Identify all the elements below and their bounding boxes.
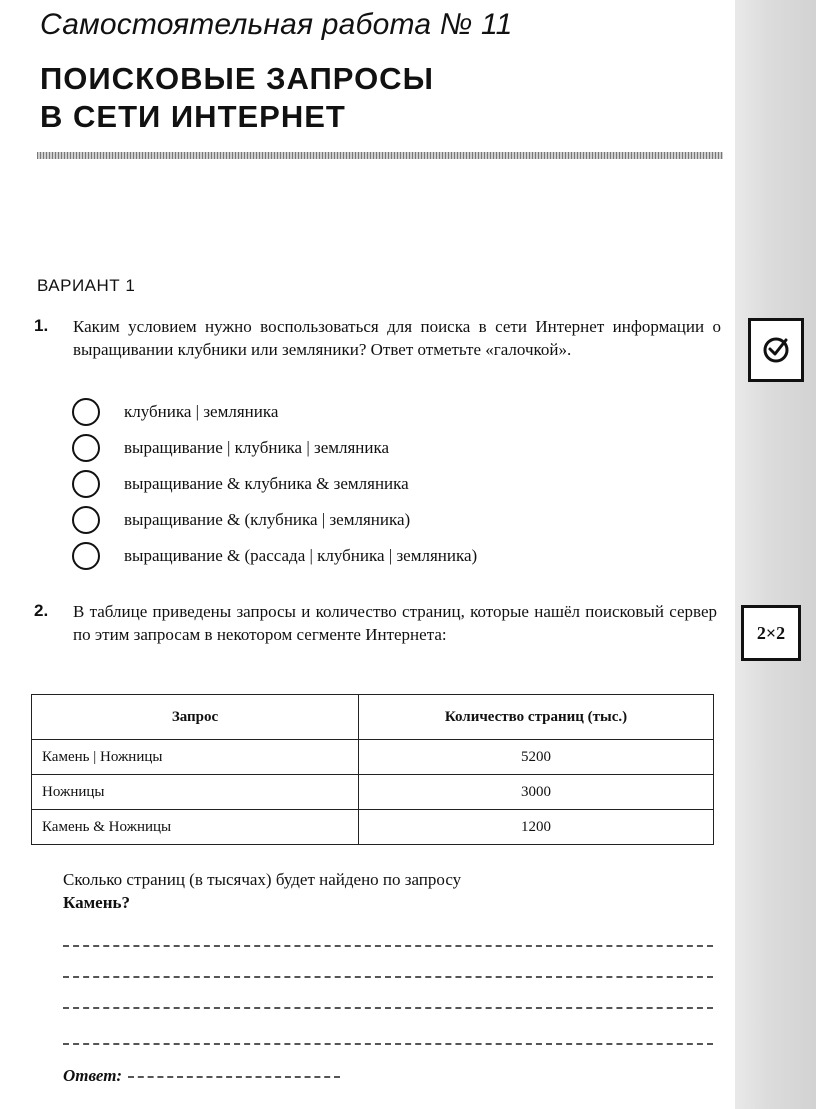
option-label: выращивание & (клубника | земляника) bbox=[124, 510, 411, 529]
table-row bbox=[32, 775, 714, 810]
question-1-text: Каким условием нужно воспользоваться для поиска в сети Интернет информации о выращивании клубники или земляники? Ответ отметьте «галочкой». bbox=[73, 317, 721, 359]
header-query: Запрос bbox=[32, 695, 359, 740]
table-row bbox=[32, 810, 714, 845]
answer-writing-line[interactable] bbox=[63, 976, 713, 978]
answer-input-line[interactable] bbox=[128, 1076, 340, 1078]
question-2-text: В таблице приведены запросы и количество страниц, которые нашёл поисковый сервер по этим запросам в некотором сегменте Интернета: bbox=[73, 602, 717, 644]
page-side-strip bbox=[735, 0, 816, 1109]
variant-label: ВАРИАНТ 1 bbox=[37, 276, 136, 295]
option-3[interactable] bbox=[72, 466, 712, 502]
question-2-prompt-keyword: Камень? bbox=[63, 893, 131, 912]
option-label: выращивание & (рассада | клубника | земляника) bbox=[124, 546, 478, 565]
answer-writing-line[interactable] bbox=[63, 945, 713, 947]
answer-writing-line[interactable] bbox=[63, 1043, 713, 1045]
question-1-options bbox=[72, 394, 712, 574]
radio-circle[interactable] bbox=[72, 542, 100, 570]
checkmark-badge bbox=[748, 318, 804, 382]
answer-writing-line[interactable] bbox=[63, 1007, 713, 1009]
header-pages: Количество страниц (тыс.) bbox=[359, 695, 714, 740]
work-title: Самостоятельная работа № 11 bbox=[40, 8, 513, 41]
query-table bbox=[31, 694, 714, 845]
option-2[interactable] bbox=[72, 430, 712, 466]
radio-circle[interactable] bbox=[72, 434, 100, 462]
topic-title-line-2: В СЕТИ ИНТЕРНЕТ bbox=[40, 99, 346, 134]
option-label: выращивание | клубника | земляника bbox=[124, 438, 390, 457]
question-2-prompt bbox=[63, 868, 713, 914]
option-4[interactable] bbox=[72, 502, 712, 538]
radio-circle[interactable] bbox=[72, 506, 100, 534]
radio-circle[interactable] bbox=[72, 398, 100, 426]
answer-row bbox=[63, 1066, 340, 1086]
topic-title bbox=[40, 60, 434, 136]
radio-circle[interactable] bbox=[72, 470, 100, 498]
question-1-number: 1. bbox=[34, 316, 49, 335]
query-cell: Камень | Ножницы bbox=[32, 740, 359, 775]
question-2-prompt-text: Сколько страниц (в тысячах) будет найдено по запросу bbox=[63, 870, 462, 889]
table-header-row bbox=[32, 695, 714, 740]
option-5[interactable] bbox=[72, 538, 712, 574]
topic-title-line-1: ПОИСКОВЫЕ ЗАПРОСЫ bbox=[40, 61, 434, 96]
option-label: выращивание & клубника & земляника bbox=[124, 474, 409, 493]
answer-label: Ответ: bbox=[63, 1066, 123, 1085]
pages-cell: 1200 bbox=[359, 810, 714, 845]
checkmark-circle-icon bbox=[761, 335, 791, 365]
table-row bbox=[32, 740, 714, 775]
option-1[interactable] bbox=[72, 394, 712, 430]
query-cell: Камень & Ножницы bbox=[32, 810, 359, 845]
query-cell: Ножницы bbox=[32, 775, 359, 810]
pages-cell: 5200 bbox=[359, 740, 714, 775]
pages-cell: 3000 bbox=[359, 775, 714, 810]
option-label: клубника | земляника bbox=[124, 402, 279, 421]
title-divider bbox=[37, 152, 723, 159]
question-2-number: 2. bbox=[34, 601, 49, 620]
two-by-two-badge: 2×2 bbox=[741, 605, 801, 661]
